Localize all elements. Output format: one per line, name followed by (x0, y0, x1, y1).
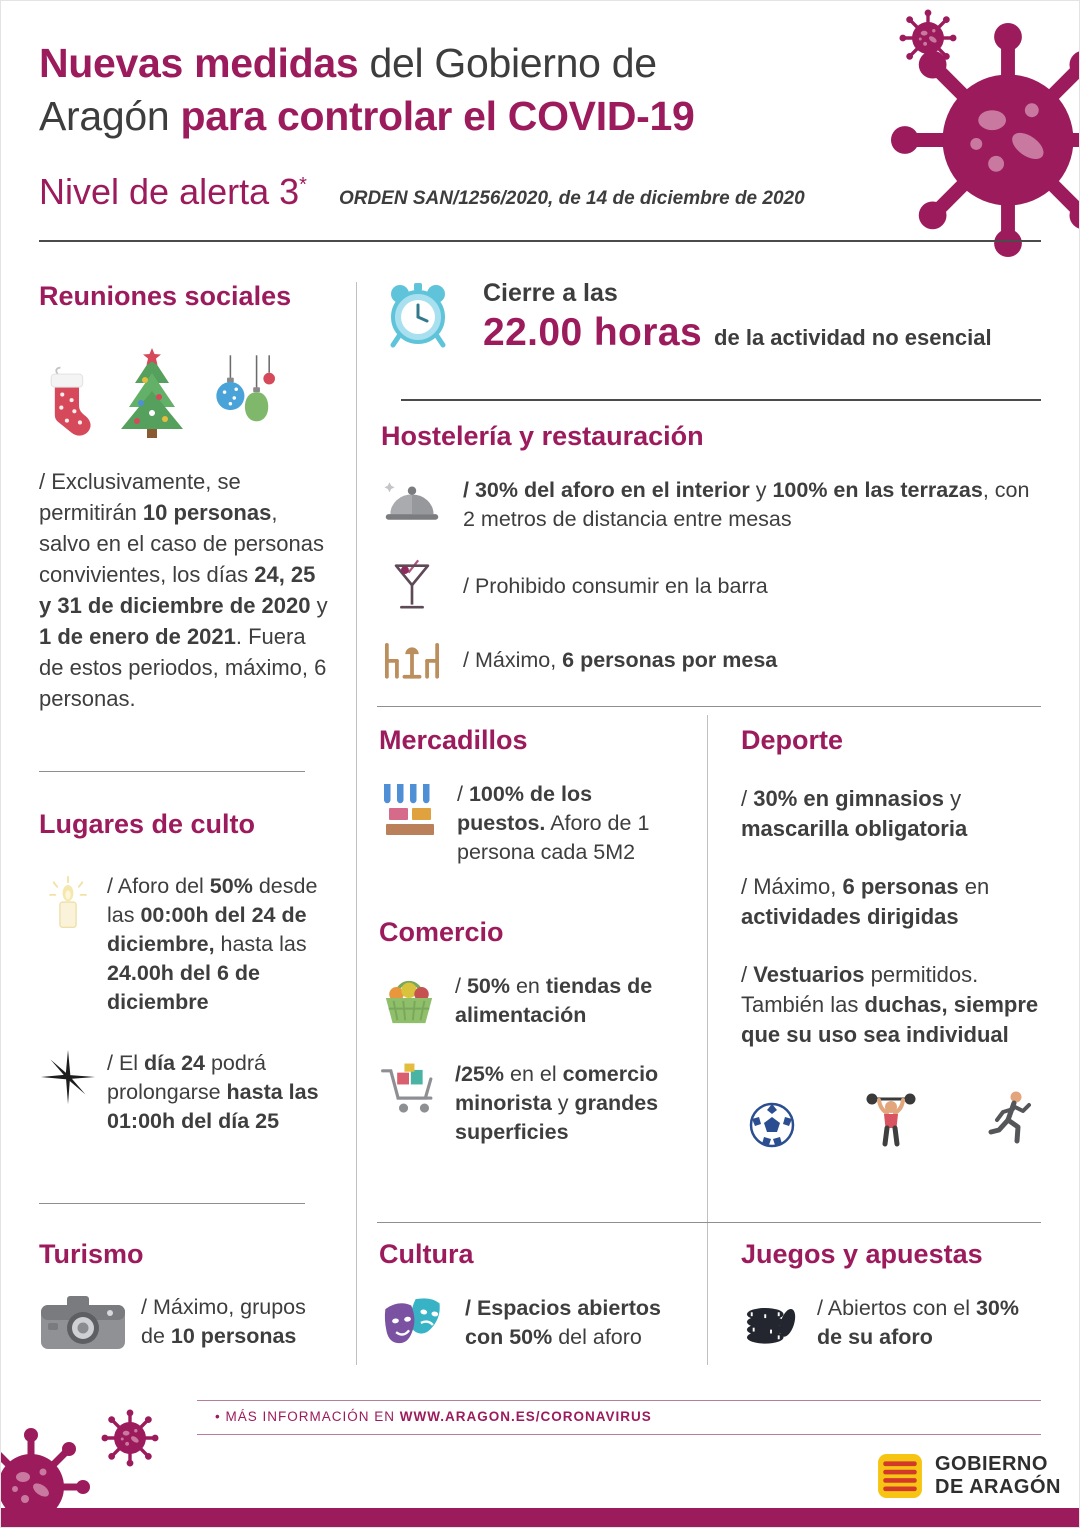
candle-icon (39, 872, 97, 934)
closure-suffix: de la actividad no esencial (714, 325, 992, 350)
comercio-item-text: /25% en el comercio minorista y grandes superficies (455, 1062, 659, 1144)
deporte-title: Deporte (741, 725, 844, 755)
gobierno-de-aragon-logo (877, 1453, 1061, 1499)
juegos-title: Juegos y apuestas (741, 1239, 983, 1269)
star-sparkle-icon (39, 1049, 97, 1107)
footer-divider-bottom (197, 1434, 1041, 1435)
turismo-item-text: / Máximo, grupos de 10 personas (141, 1295, 306, 1348)
cocktail-icon (381, 558, 443, 614)
bottom-accent-bar (1, 1508, 1080, 1528)
table-chairs-icon (381, 638, 443, 682)
weightlifter-icon (864, 1090, 918, 1148)
virus-icon-large (889, 21, 1080, 259)
footer-divider-top (197, 1400, 1041, 1401)
grocery-basket-icon (379, 972, 439, 1030)
mercadillos-item-text: / 100% de los puestos. Aforo de 1 persona cada 5M2 (457, 782, 650, 864)
page-title (39, 37, 695, 143)
camera-icon (39, 1292, 127, 1352)
section-turismo (39, 1239, 351, 1352)
vertical-divider-mid (707, 715, 708, 1365)
reuniones-title: Reuniones sociales (39, 281, 292, 311)
section-mercadillos (379, 725, 679, 867)
alert-level: Nivel de alerta 3* (39, 171, 307, 212)
section-juegos-y-apuestas (741, 1239, 1043, 1352)
cultura-item (379, 1294, 693, 1352)
christmas-ornaments-icon (211, 354, 275, 440)
section-comercio (379, 917, 697, 1147)
cultura-title: Cultura (379, 1239, 474, 1269)
culto-item (39, 872, 343, 1017)
vertical-divider-left (356, 282, 357, 1365)
logo-text (935, 1453, 1061, 1499)
divider (377, 706, 1041, 707)
divider (377, 1222, 1041, 1223)
section-cierre (383, 279, 1041, 355)
closure-text (483, 279, 992, 355)
hosteleria-item (381, 638, 1041, 682)
section-hosteleria (381, 421, 1041, 682)
market-stall-icon (379, 780, 441, 867)
comercio-item (379, 1060, 697, 1147)
comercio-item (379, 972, 697, 1030)
food-cloche-icon (381, 476, 443, 534)
virus-icon-small-bottom (101, 1409, 159, 1467)
section-reuniones-sociales (39, 281, 331, 714)
section-deporte (741, 725, 1043, 1148)
comercio-title: Comercio (379, 917, 504, 947)
soccer-ball-icon (749, 1102, 795, 1148)
reuniones-body-text: / Exclusivamente, se permitirán 10 personas, salvo en el caso de personas convivientes, los días 24, 25 y 31 de diciembre de 2020 y 1 de enero de 2021. Fuera de estos periodos, máximo, 6 personas. (39, 469, 328, 711)
turismo-title: Turismo (39, 1239, 144, 1269)
hosteleria-item-text: / Prohibido consumir en la barra (463, 573, 768, 598)
runner-icon (987, 1090, 1035, 1148)
deporte-item-text: / Vestuarios permitidos. También las duchas, siempre que su uso sea individual (741, 962, 1039, 1047)
closure-line2 (483, 311, 992, 355)
aragon-flag-icon (877, 1453, 923, 1499)
logo-line2: DE ARAGÓN (935, 1476, 1061, 1498)
hosteleria-item (381, 476, 1041, 534)
page-title-line1: Nuevas medidas del Gobierno de (39, 40, 657, 86)
christmas-stocking-icon (39, 364, 93, 440)
mercadillos-item (379, 780, 679, 867)
order-reference: ORDEN SAN/1256/2020, de 14 de diciembre de 2020 (338, 188, 805, 209)
hosteleria-item (381, 558, 1041, 614)
header-divider (39, 240, 1041, 242)
christmas-tree-icon (117, 346, 187, 440)
culto-item (39, 1049, 343, 1136)
juegos-item-text: / Abiertos con el 30% de su aforo (817, 1296, 1019, 1349)
comercio-item-text: / 50% en tiendas de alimentación (455, 974, 653, 1027)
closure-intro: Cierre a las (483, 279, 618, 307)
section-lugares-de-culto (39, 809, 343, 1136)
turismo-item (39, 1292, 351, 1352)
alert-asterisk: * (299, 174, 307, 196)
culto-item-text: / El día 24 podrá prolongarse hasta las 01:00h del día 25 (107, 1051, 319, 1133)
juegos-item (741, 1294, 1043, 1352)
hosteleria-title: Hostelería y restauración (381, 421, 704, 451)
deporte-item-text: / Máximo, 6 personas en actividades dirigidas (741, 874, 990, 929)
poker-chips-icon (741, 1294, 801, 1352)
closure-time: 22.00 horas (483, 311, 703, 354)
culto-item-text: / Aforo del 50% desde las 00:00h del 24 de diciembre, hasta las 24.00h del 6 de diciembre (107, 874, 318, 1014)
hosteleria-item-text: / Máximo, 6 personas por mesa (463, 647, 778, 672)
shopping-cart-icon (379, 1060, 439, 1147)
cultura-item-text: / Espacios abiertos con 50% del aforo (465, 1296, 661, 1349)
divider (39, 1203, 305, 1204)
deporte-icons-row (741, 1090, 1043, 1148)
theater-masks-icon (379, 1294, 449, 1352)
footer-info-text: • MÁS INFORMACIÓN EN WWW.ARAGON.ES/CORONAVIRUS (215, 1409, 652, 1424)
christmas-icons-row (39, 330, 331, 440)
mercadillos-title: Mercadillos (379, 725, 528, 755)
alert-level-row (39, 171, 805, 213)
deporte-item-text: / 30% en gimnasios y mascarilla obligatoria (741, 786, 968, 841)
logo-line1: GOBIERNO (935, 1453, 1048, 1475)
divider (39, 771, 305, 772)
culto-title: Lugares de culto (39, 809, 256, 839)
page-title-line2: Aragón para controlar el COVID-19 (39, 93, 695, 139)
divider (401, 399, 1041, 401)
hosteleria-item-text: / 30% del aforo en el interior y 100% en las terrazas, con 2 metros de distancia entre mesas (463, 478, 1030, 531)
alarm-clock-icon (383, 279, 453, 349)
section-cultura (379, 1239, 693, 1352)
